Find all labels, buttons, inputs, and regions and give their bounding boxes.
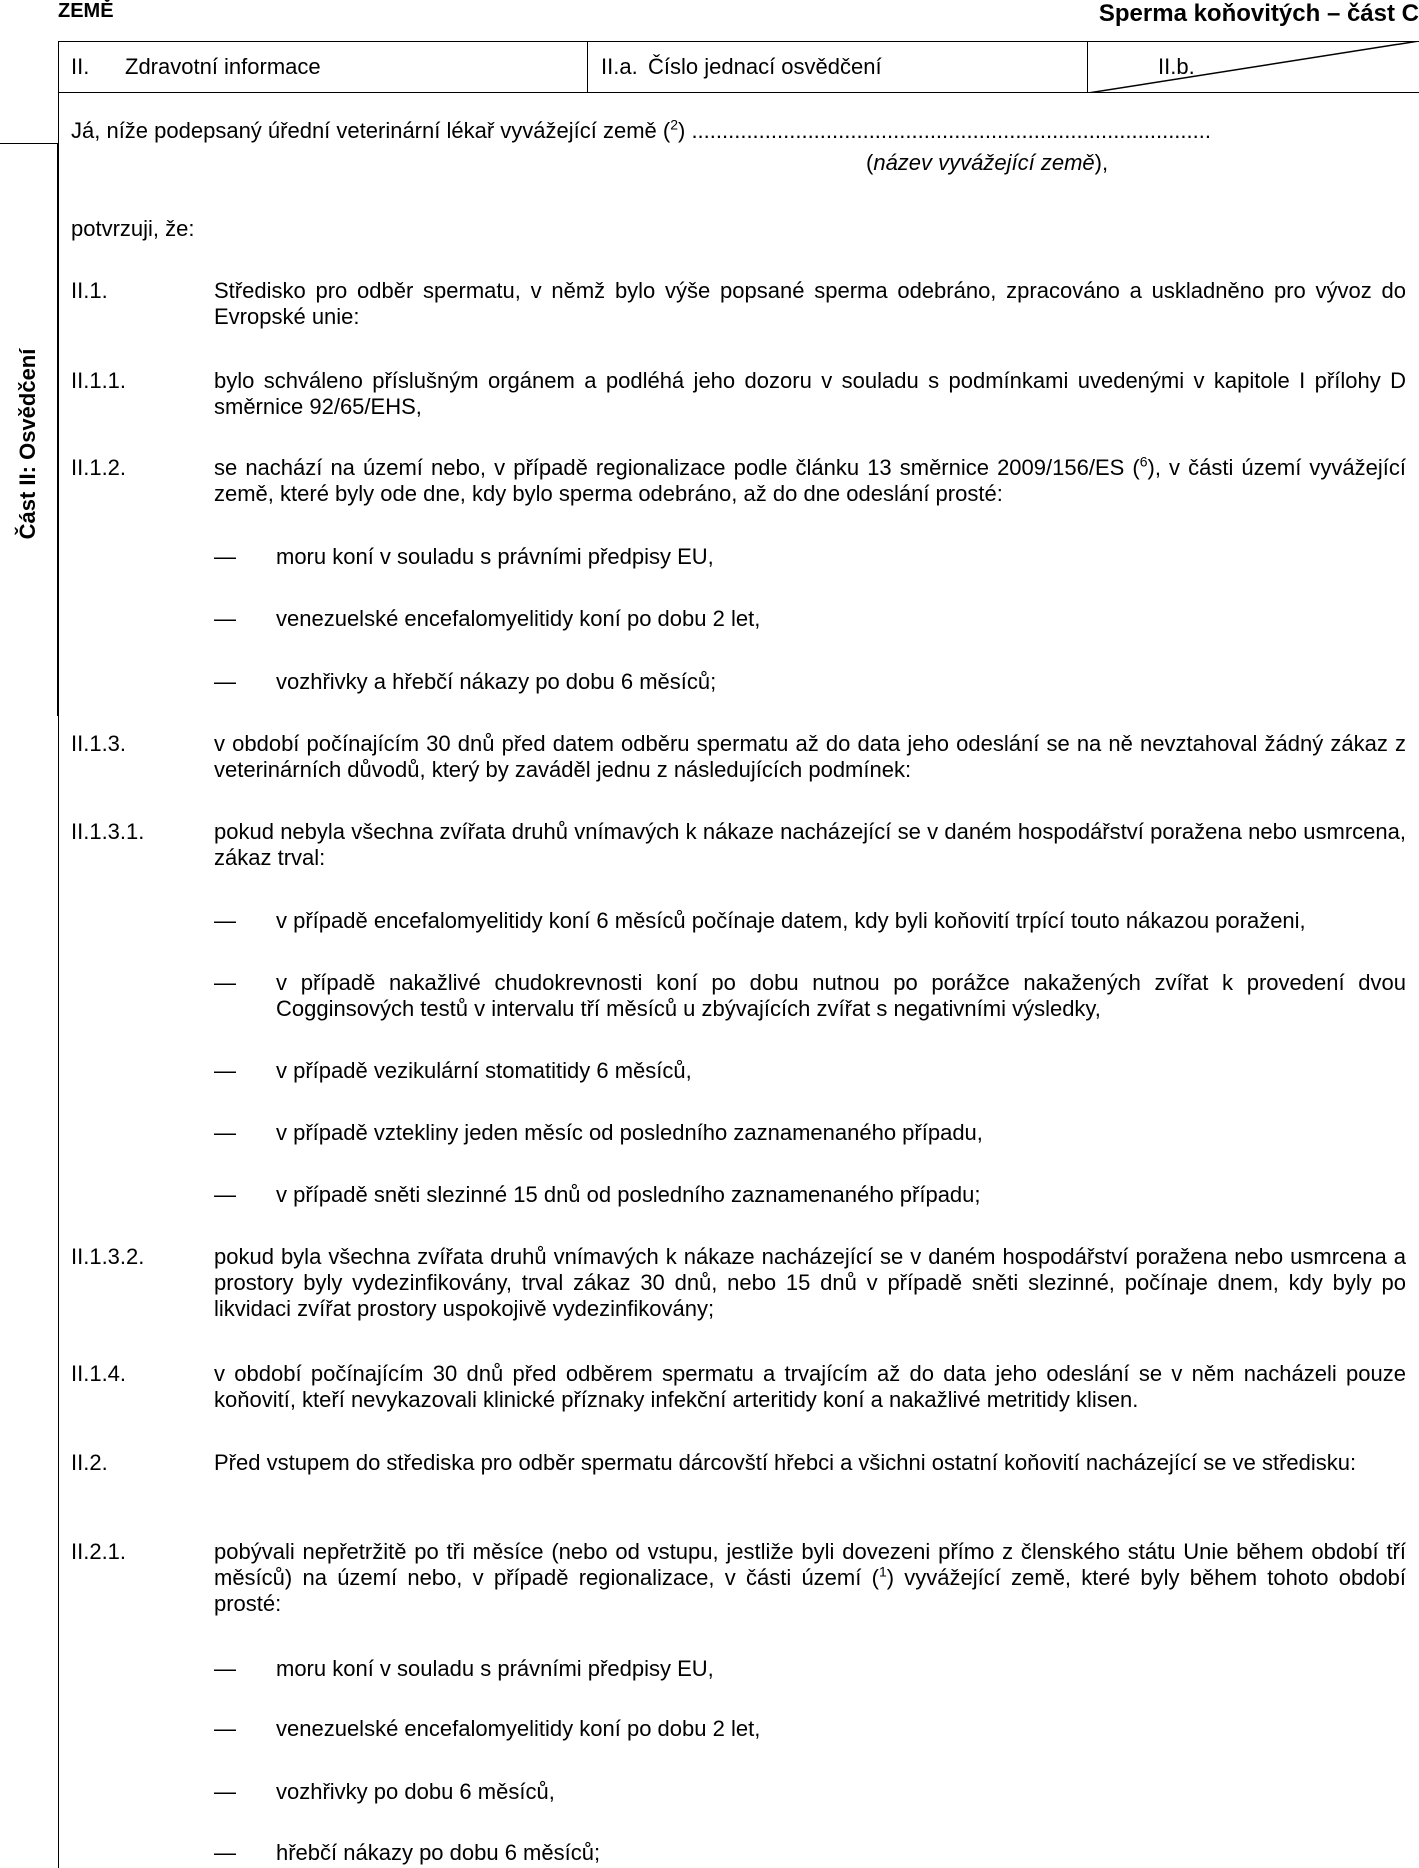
dash-item: vozhřivky po dobu 6 měsíců, (276, 1779, 555, 1804)
header-diagonal-line (1088, 41, 1419, 93)
intro-text: Já, níže podepsaný úřední veterinární lékař vyvážející země ( (71, 118, 671, 143)
item-number: II.2.1. (71, 1539, 127, 1564)
header-number: II.b. (1158, 54, 1195, 79)
item-text-part: pobývali nepřetržitě po tři měsíce (nebo od vstupu, jestliže byli dovezeni přímo z členského státu Unie během období tří měsíců) na území nebo, v případě regionalizace, v části území ( (214, 1539, 1406, 1590)
item-number: II.1.3.1. (71, 819, 145, 844)
confirm-text: potvrzuji, že: (71, 216, 195, 241)
dash-item: moru koní v souladu s právními předpisy EU, (276, 1656, 714, 1681)
footnote-ref: 6 (1139, 453, 1148, 470)
item-text: v období počínajícím 30 dnů před odběrem spermatu a trvajícím až do data jeho odeslání se v něm nacházeli pouze koňovití, kteří nevykazovali klinické příznaky infekční arteritidy koní a nakažlivé metritidy klisen. (214, 1361, 1406, 1412)
item-number: II.1.2. (71, 455, 127, 480)
dash-item: v případě nakažlivé chudokrevnosti koní po dobu nutnou po porážce nakažených zvířat k provedení dvou Cogginsových testů v intervalu tří měsíců u zbývajících zvířat s negativními výsledky, (276, 970, 1406, 1021)
dash-marker: — (214, 1779, 236, 1804)
header-text: Zdravotní informace (125, 54, 321, 79)
dash-marker: — (214, 970, 236, 995)
dash-item: v případě encefalomyelitidy koní 6 měsíců počínaje datem, kdy byli koňovití trpící touto nákazou poraženi, (276, 908, 1306, 933)
item-text-part: ) vyvážející země, které byly během tohoto období prosté: (214, 1565, 1407, 1616)
dash-marker: — (214, 1120, 236, 1145)
item-text: pokud byla všechna zvířata druhů vnímavých k nákaze nacházející se v daném hospodářství poražena nebo usmrcena a prostory byly vydezinfikovány, trval zákaz 30 dnů, nebo 15 dnů v případě sněti slezinné, počínaje dnem, kdy byly po likvidaci zvířat prostory uspokojivě vydezinfikovány; (214, 1244, 1406, 1321)
item-text (214, 455, 1406, 507)
country-hint-text: název vyvážející země (873, 150, 1095, 175)
footnote-ref: 2 (670, 116, 678, 133)
paren-close: ), (1094, 150, 1109, 175)
header-text: Číslo jednací osvědčení (648, 54, 882, 79)
dash-marker: — (214, 1716, 236, 1741)
dash-item: hřebčí nákazy po dobu 6 měsíců; (276, 1840, 601, 1865)
dash-marker: — (214, 1840, 236, 1865)
country-name-hint (866, 150, 1108, 176)
item-number: II.1.3.2. (71, 1244, 145, 1269)
item-number: II.1.1. (71, 368, 127, 393)
item-text: Středisko pro odběr spermatu, v němž bylo výše popsané sperma odebráno, zpracováno a uskladněno pro vývoz do Evropské unie: (214, 278, 1406, 329)
intro-dots: ) ..................................................................................... (678, 118, 1211, 143)
item-text (214, 1539, 1406, 1617)
dash-marker: — (214, 544, 236, 569)
dash-marker: — (214, 1656, 236, 1681)
item-text-part: se nachází na území nebo, v případě regionalizace podle článku 13 směrnice 2009/156/ES ( (214, 455, 1140, 480)
item-text: bylo schváleno příslušným orgánem a podléhá jeho dozoru v souladu s podmínkami uvedenými v kapitole I přílohy D směrnice 92/65/EHS, (214, 368, 1406, 419)
side-label (14, 348, 42, 540)
paren-open: ( (866, 150, 874, 175)
dash-item: moru koní v souladu s právními předpisy EU, (276, 544, 714, 569)
dash-item: v případě vezikulární stomatitidy 6 měsíců, (276, 1058, 692, 1083)
country-label: ZEMĚ (58, 0, 114, 22)
header-number: II.a. (601, 54, 638, 79)
dash-marker: — (214, 669, 236, 694)
item-text: Před vstupem do střediska pro odběr spermatu dárcovští hřebci a všichni ostatní koňovití nacházející se ve středisku: (214, 1450, 1357, 1475)
intro-line (71, 118, 1211, 144)
footnote-ref: 1 (878, 1563, 887, 1580)
dash-marker: — (214, 1058, 236, 1083)
header-number: II. (71, 54, 90, 79)
header-cell-health-info (58, 41, 588, 93)
document-title: Sperma koňovitých – část C (1098, 0, 1419, 27)
dash-item: vozhřivky a hřebčí nákazy po dobu 6 měsíců; (276, 669, 717, 694)
dash-marker: — (214, 606, 236, 631)
item-number: II.1. (71, 278, 108, 303)
dash-item: v případě vztekliny jeden měsíc od posledního zaznamenaného případu, (276, 1120, 983, 1145)
header-cell-reference-number (588, 41, 1088, 93)
dash-marker: — (214, 908, 236, 933)
item-number: II.1.4. (71, 1361, 127, 1386)
item-text: pokud nebyla všechna zvířata druhů vnímavých k nákaze nacházející se v daném hospodářství poražena nebo usmrcena, zákaz trval: (214, 819, 1406, 870)
item-text: v období počínajícím 30 dnů před datem odběru spermatu až do data jeho odeslání se na ně nevztahoval žádný zákaz z veterinárních důvodů, který by zaváděl jednu z následujících podmínek: (214, 731, 1406, 782)
side-label-text: Část II: Osvědčení (15, 348, 40, 540)
dash-marker: — (214, 1182, 236, 1207)
dash-item: v případě sněti slezinné 15 dnů od posledního zaznamenaného případu; (276, 1182, 981, 1207)
dash-item: venezuelské encefalomyelitidy koní po dobu 2 let, (276, 606, 761, 631)
item-number: II.1.3. (71, 731, 127, 756)
item-text-part: ), v části území vyvážející země, které byly ode dne, kdy bylo sperma odebráno, až do dne odeslání prosté: (214, 455, 1406, 506)
dash-item: venezuelské encefalomyelitidy koní po dobu 2 let, (276, 1716, 761, 1741)
item-number: II.2. (71, 1450, 108, 1475)
